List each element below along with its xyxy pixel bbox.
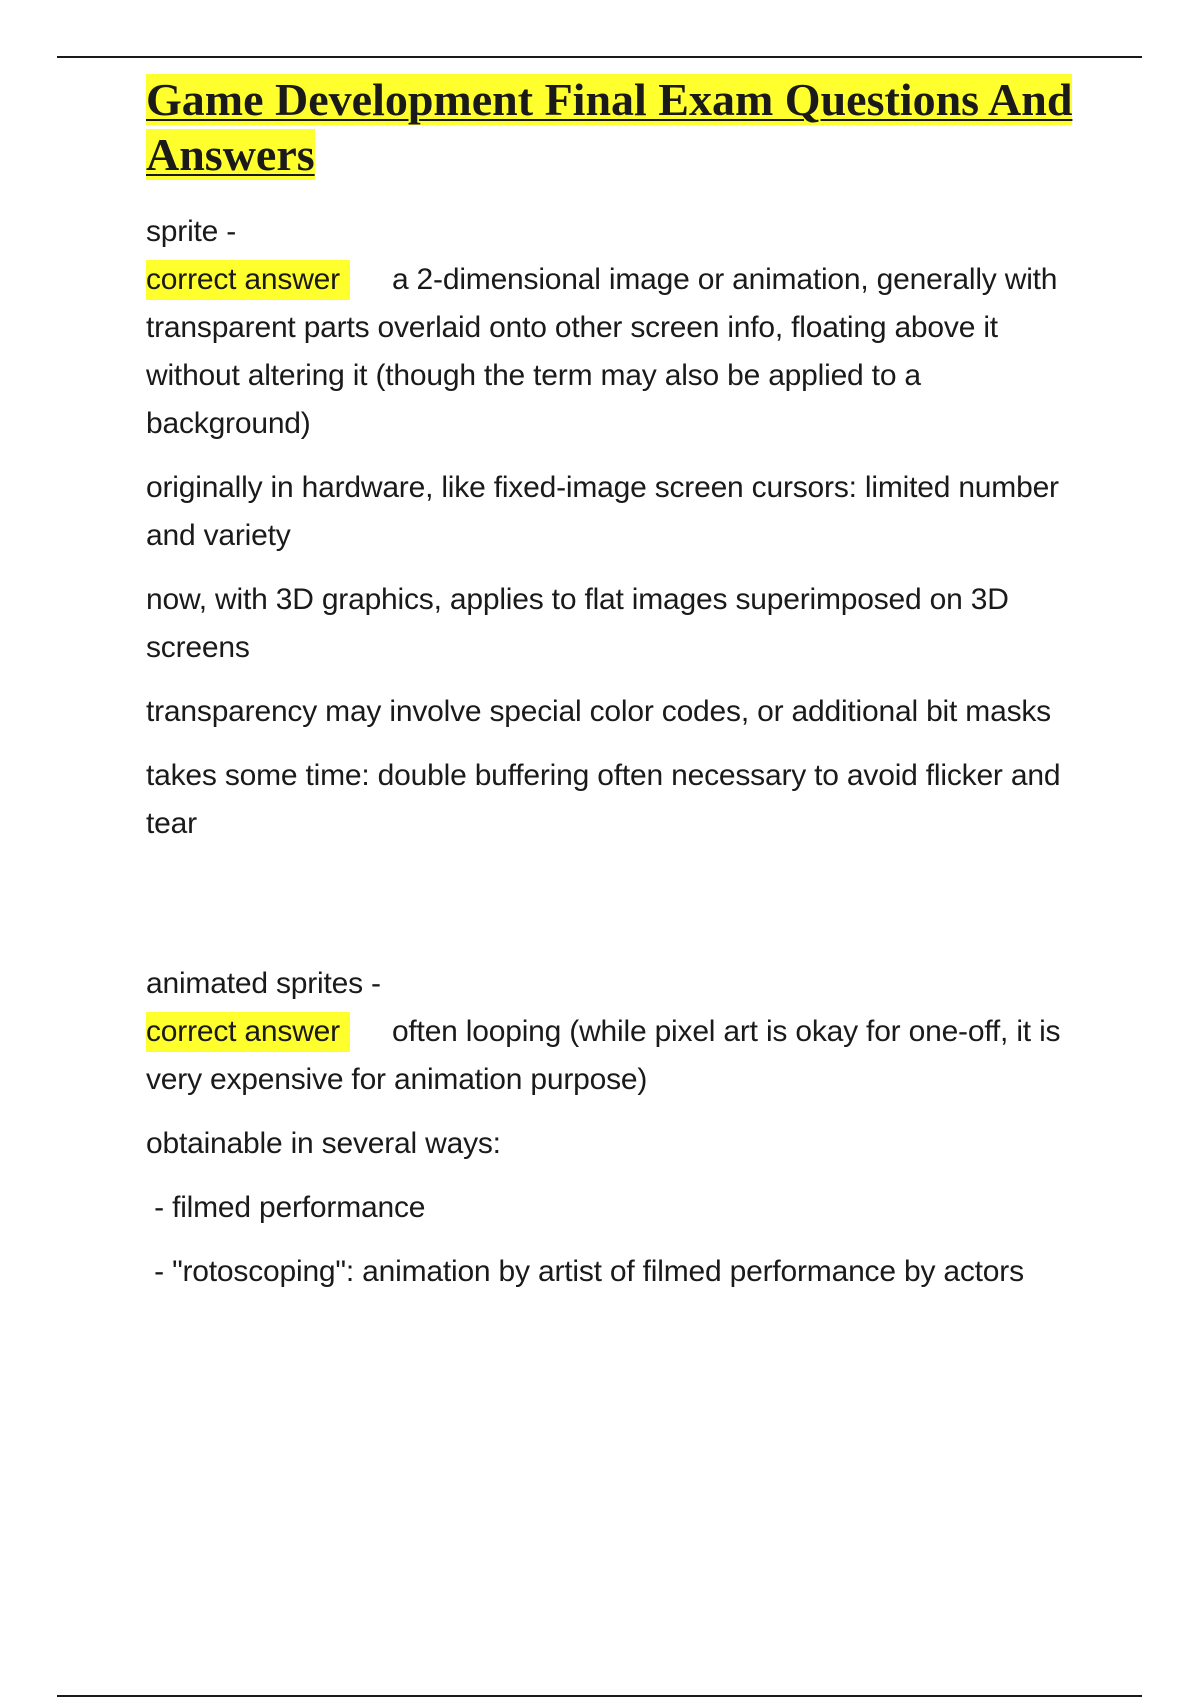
title-highlight: Game Development Final Exam Questions And Answers: [146, 74, 1073, 180]
section-spacer: [146, 864, 1086, 960]
list-item: - filmed performance: [146, 1191, 426, 1224]
document-body: [146, 72, 1086, 1312]
question-term: sprite -: [146, 215, 237, 248]
answer-text: often looping (while pixel art is okay for one-off, it is very expensive for animation purpose): [146, 1015, 1061, 1096]
list-item: - "rotoscoping": animation by artist of filmed performance by actors: [146, 1255, 1024, 1288]
bottom-rule: [57, 1695, 1142, 1697]
answer-text: a 2-dimensional image or animation, generally with transparent parts overlaid onto other screen info, floating above it without altering it (though the term may also be applied to a background): [146, 263, 1058, 440]
qa-entry-animated-sprites: [146, 960, 1086, 1104]
top-rule: [57, 56, 1142, 58]
note-paragraph: originally in hardware, like fixed-image screen cursors: limited number and variety: [146, 471, 1059, 552]
note-paragraph: takes some time: double buffering often necessary to avoid flicker and tear: [146, 759, 1061, 840]
question-term: animated sprites -: [146, 967, 381, 1000]
note-paragraph: obtainable in several ways:: [146, 1127, 501, 1160]
qa-entry-sprite: [146, 208, 1086, 448]
document-title: [146, 72, 1086, 182]
note-paragraph: now, with 3D graphics, applies to flat images superimposed on 3D screens: [146, 583, 1009, 664]
correct-answer-tag: correct answer: [146, 1012, 350, 1052]
note-paragraph: transparency may involve special color codes, or additional bit masks: [146, 695, 1051, 728]
correct-answer-tag: correct answer: [146, 260, 350, 300]
